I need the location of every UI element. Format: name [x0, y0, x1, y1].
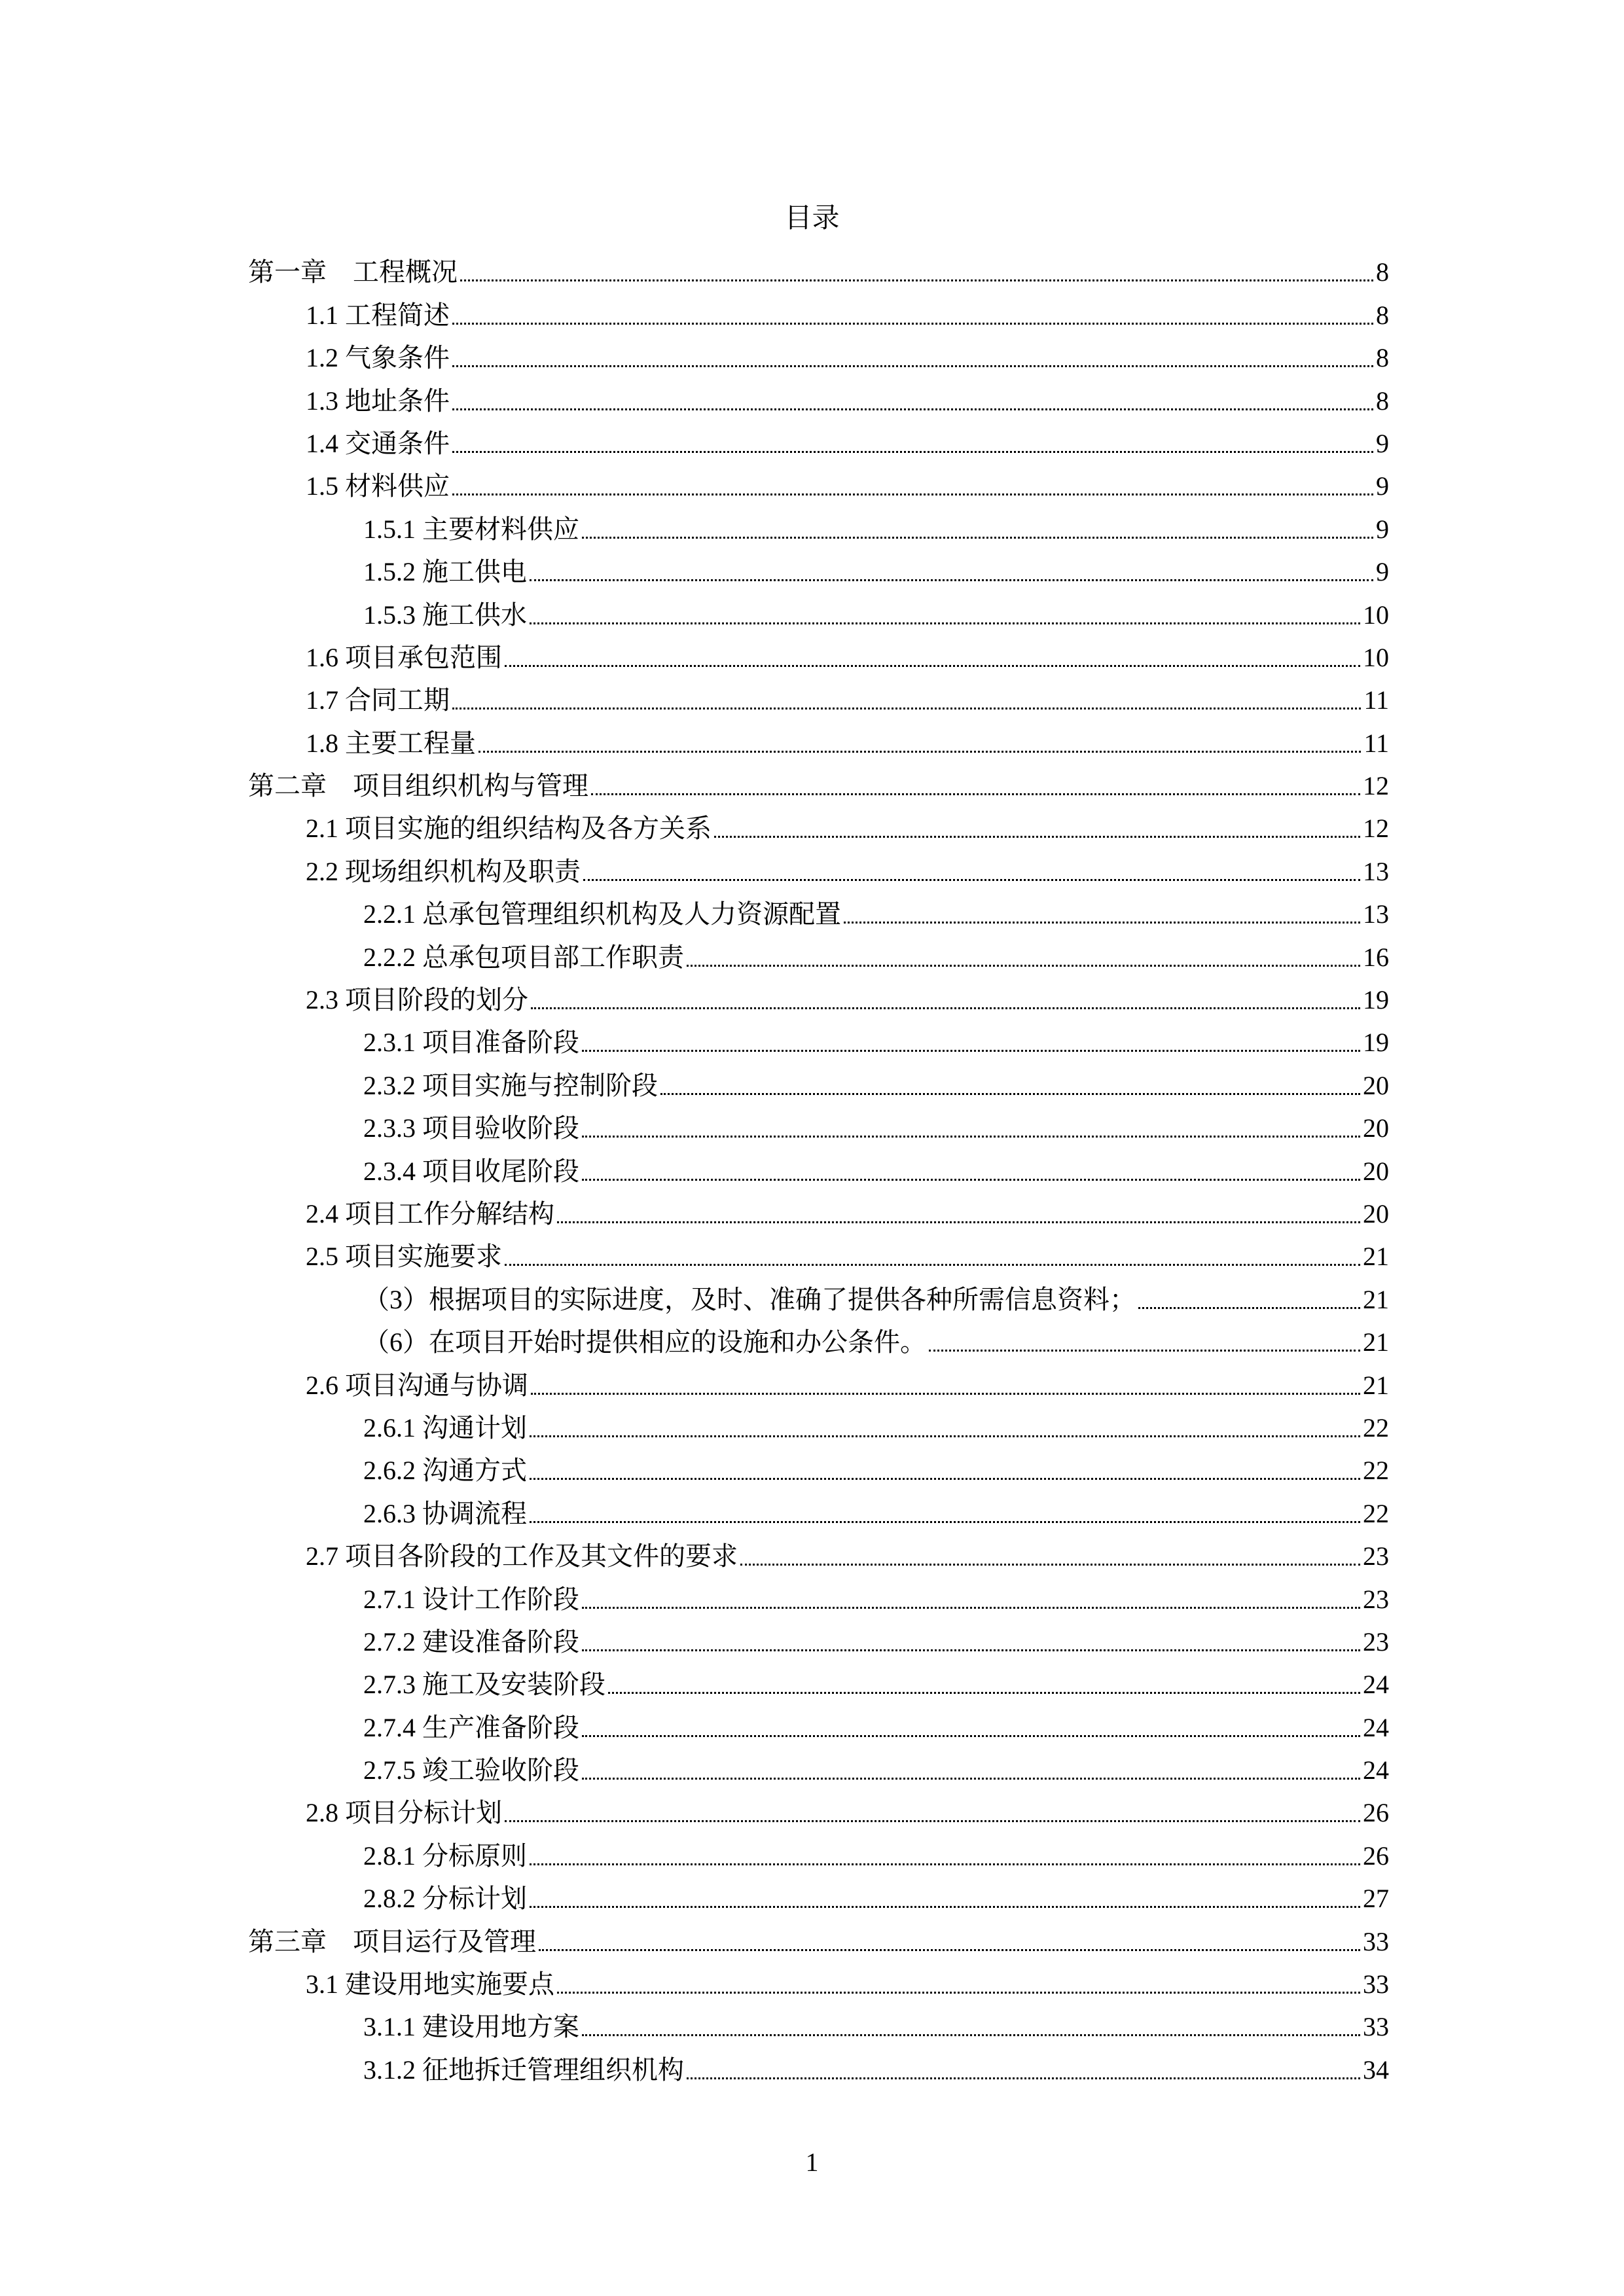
- toc-entry[interactable]: [248, 245, 1389, 288]
- toc-entry-page: 12: [1363, 771, 1389, 801]
- dot-leader: [687, 2077, 1360, 2079]
- toc-entry[interactable]: [248, 1700, 1389, 1743]
- dot-leader: [583, 879, 1360, 881]
- toc-entry-page: 10: [1363, 600, 1389, 630]
- dot-leader: [505, 665, 1360, 667]
- toc-entry-label: 2.3.2 项目实施与控制阶段: [363, 1070, 658, 1100]
- toc-entry-label: 2.2.1 总承包管理组织机构及人力资源配置: [363, 899, 841, 929]
- toc-entry[interactable]: [248, 1530, 1389, 1572]
- dot-leader: [582, 537, 1373, 539]
- toc-entry-page: 23: [1363, 1584, 1389, 1614]
- dot-leader: [687, 965, 1360, 967]
- toc-entry-page: 20: [1363, 1070, 1389, 1100]
- dot-leader: [591, 793, 1360, 795]
- dot-leader: [557, 1992, 1360, 1994]
- dot-leader: [582, 1735, 1360, 1737]
- dot-leader: [505, 1264, 1360, 1266]
- toc-entry-page: 33: [1363, 2012, 1389, 2042]
- dot-leader: [530, 579, 1373, 581]
- toc-entry-label: （3）根据项目的实际进度，及时、准确了提供各种所需信息资料；: [363, 1284, 1136, 1314]
- toc-entry-label: 2.7.2 建设准备阶段: [363, 1626, 579, 1657]
- dot-leader: [557, 1221, 1360, 1223]
- toc-entry[interactable]: [248, 588, 1389, 630]
- toc-entry[interactable]: [248, 1615, 1389, 1658]
- toc-entry[interactable]: [248, 1872, 1389, 1914]
- toc-entry-label: （6）在项目开始时提供相应的设施和办公条件。: [363, 1327, 926, 1357]
- toc-entry-page: 21: [1363, 1284, 1389, 1314]
- toc-entry-label: 1.5.1 主要材料供应: [363, 514, 579, 544]
- page-number: 1: [805, 2147, 819, 2177]
- toc-entry-label: 2.2 现场组织机构及职责: [306, 856, 581, 886]
- dot-leader: [740, 1564, 1360, 1566]
- dot-leader: [844, 922, 1360, 924]
- dot-leader: [582, 1136, 1360, 1138]
- toc-entry[interactable]: [248, 1444, 1389, 1486]
- toc-entry-label: 1.3 地址条件: [306, 386, 450, 416]
- toc-entry[interactable]: [248, 1230, 1389, 1272]
- toc-entry-label: 第二章 项目组织机构与管理: [248, 771, 588, 801]
- toc-entry-label: 2.6.3 协调流程: [363, 1498, 527, 1528]
- toc-entry-page: 20: [1363, 1156, 1389, 1186]
- toc-entry-label: 2.8.1 分标原则: [363, 1840, 527, 1871]
- toc-entry[interactable]: [248, 1658, 1389, 1700]
- toc-entry-label: 1.2 气象条件: [306, 343, 450, 373]
- toc-entry-label: 3.1 建设用地实施要点: [306, 1969, 554, 2000]
- toc-entry-label: 2.6.1 沟通计划: [363, 1412, 527, 1443]
- toc-entry-page: 16: [1363, 942, 1389, 972]
- dot-leader: [660, 1093, 1360, 1095]
- toc-entry-label: 2.7.1 设计工作阶段: [363, 1584, 579, 1614]
- toc-entry-page: 23: [1363, 1541, 1389, 1571]
- toc-entry-page: 33: [1363, 1969, 1389, 2000]
- toc-entry-page: 27: [1363, 1884, 1389, 1914]
- dot-leader: [460, 279, 1373, 281]
- dot-leader: [452, 708, 1361, 709]
- toc-entry[interactable]: [248, 888, 1389, 930]
- toc-entry[interactable]: [248, 1486, 1389, 1529]
- dot-leader: [530, 1521, 1360, 1523]
- toc-entry[interactable]: [248, 673, 1389, 716]
- dot-leader: [582, 1649, 1360, 1651]
- toc-entry-page: 24: [1363, 1670, 1389, 1700]
- toc-entry[interactable]: [248, 331, 1389, 374]
- toc-entry-page: 8: [1376, 386, 1389, 416]
- toc-entry[interactable]: [248, 1144, 1389, 1187]
- toc-entry-page: 13: [1363, 899, 1389, 929]
- toc-entry-label: 2.1 项目实施的组织结构及各方关系: [306, 814, 712, 844]
- toc-entry-label: 2.5 项目实施要求: [306, 1242, 502, 1272]
- toc-entry-label: 1.5.3 施工供水: [363, 600, 527, 630]
- toc-entry[interactable]: [248, 374, 1389, 416]
- toc-entry-label: 2.8 项目分标计划: [306, 1798, 502, 1828]
- toc-entry-label: 2.7 项目各阶段的工作及其文件的要求: [306, 1541, 738, 1571]
- toc-entry-page: 11: [1363, 685, 1389, 715]
- toc-entry-page: 11: [1363, 728, 1389, 758]
- toc-entry-label: 1.1 工程简述: [306, 300, 450, 330]
- toc-entry-label: 2.4 项目工作分解结构: [306, 1198, 554, 1229]
- toc-entry-label: 1.7 合同工期: [306, 685, 450, 715]
- toc-entry-page: 22: [1363, 1456, 1389, 1486]
- toc-entry[interactable]: [248, 417, 1389, 459]
- toc-entry[interactable]: [248, 288, 1389, 331]
- dot-leader: [452, 323, 1373, 325]
- toc-entry-label: 2.3.4 项目收尾阶段: [363, 1156, 579, 1186]
- toc-entry-page: 21: [1363, 1370, 1389, 1400]
- toc-title: 目录: [784, 204, 840, 234]
- toc-entry[interactable]: [248, 1358, 1389, 1401]
- toc-entry[interactable]: [248, 1316, 1389, 1358]
- toc-entry[interactable]: [248, 802, 1389, 844]
- dot-leader: [539, 1949, 1360, 1951]
- toc-entry-label: 2.7.5 竣工验收阶段: [363, 1755, 579, 1785]
- toc-entry[interactable]: [248, 1744, 1389, 1786]
- toc-entry-page: 24: [1363, 1712, 1389, 1742]
- dot-leader: [929, 1350, 1360, 1352]
- dot-leader: [452, 493, 1373, 495]
- toc-entry-page: 20: [1363, 1198, 1389, 1229]
- toc-entry-label: 1.6 项目承包范围: [306, 642, 502, 672]
- toc-entry-page: 22: [1363, 1498, 1389, 1528]
- toc-entry-page: 21: [1363, 1242, 1389, 1272]
- dot-leader: [582, 1607, 1360, 1609]
- toc-entry-page: 34: [1363, 2054, 1389, 2085]
- toc-entry-label: 1.5 材料供应: [306, 471, 450, 501]
- toc-entry[interactable]: [248, 759, 1389, 802]
- toc-entry[interactable]: [248, 1829, 1389, 1871]
- toc-entry-page: 19: [1363, 985, 1389, 1015]
- toc-entry-page: 19: [1363, 1028, 1389, 1058]
- toc-entry[interactable]: [248, 631, 1389, 673]
- toc-entry-page: 9: [1376, 557, 1389, 587]
- toc-entry-label: 1.4 交通条件: [306, 428, 450, 458]
- toc-entry-label: 2.3.3 项目验收阶段: [363, 1113, 579, 1143]
- dot-leader: [530, 1906, 1360, 1908]
- toc-entry-page: 26: [1363, 1798, 1389, 1828]
- dot-leader: [505, 1820, 1360, 1822]
- toc-entry-label: 第一章 工程概况: [248, 257, 458, 287]
- dot-leader: [531, 1007, 1360, 1009]
- toc-entry-label: 3.1.1 建设用地方案: [363, 2012, 579, 2042]
- toc-entry-page: 33: [1363, 1926, 1389, 1956]
- toc-entry[interactable]: [248, 930, 1389, 973]
- toc-entry-page: 8: [1376, 300, 1389, 330]
- dot-leader: [531, 1393, 1360, 1395]
- dot-leader: [582, 2034, 1360, 2036]
- dot-leader: [582, 1778, 1360, 1780]
- toc-entry-page: 26: [1363, 1840, 1389, 1871]
- toc-entry[interactable]: [248, 844, 1389, 887]
- toc-entry-page: 8: [1376, 257, 1389, 287]
- toc-entry[interactable]: [248, 1272, 1389, 1315]
- toc-entry-label: 1.8 主要工程量: [306, 728, 476, 758]
- toc-entry[interactable]: [248, 2043, 1389, 2085]
- toc-entry-page: 8: [1376, 343, 1389, 373]
- toc-entry-label: 2.7.3 施工及安装阶段: [363, 1670, 605, 1700]
- toc-entry-label: 2.3.1 项目准备阶段: [363, 1028, 579, 1058]
- toc-entry-page: 13: [1363, 856, 1389, 886]
- toc-entry-page: 12: [1363, 814, 1389, 844]
- toc-entry[interactable]: [248, 1102, 1389, 1144]
- toc-entry-label: 2.3 项目阶段的划分: [306, 985, 528, 1015]
- dot-leader: [714, 836, 1360, 838]
- dot-leader: [582, 1050, 1360, 1052]
- toc-entry-page: 23: [1363, 1626, 1389, 1657]
- dot-leader: [530, 1863, 1360, 1865]
- toc-entry[interactable]: [248, 459, 1389, 502]
- toc-entry-label: 第三章 项目运行及管理: [248, 1926, 536, 1956]
- toc-entry[interactable]: [248, 2000, 1389, 2043]
- toc-entry-page: 22: [1363, 1412, 1389, 1443]
- toc-entry-page: 9: [1376, 514, 1389, 544]
- dot-leader: [1138, 1307, 1360, 1309]
- toc-entry-label: 1.5.2 施工供电: [363, 557, 527, 587]
- toc-entry-label: 2.6.2 沟通方式: [363, 1456, 527, 1486]
- toc-entry[interactable]: [248, 716, 1389, 759]
- dot-leader: [530, 1435, 1360, 1437]
- table-of-contents: [248, 245, 1389, 2086]
- toc-entry[interactable]: [248, 1058, 1389, 1101]
- toc-entry[interactable]: [248, 1401, 1389, 1444]
- dot-leader: [530, 622, 1360, 624]
- toc-entry-page: 21: [1363, 1327, 1389, 1357]
- toc-entry[interactable]: [248, 1016, 1389, 1058]
- dot-leader: [530, 1478, 1360, 1480]
- toc-entry-label: 2.7.4 生产准备阶段: [363, 1712, 579, 1742]
- toc-entry-page: 9: [1376, 428, 1389, 458]
- dot-leader: [452, 451, 1373, 453]
- toc-entry-page: 24: [1363, 1755, 1389, 1785]
- toc-entry-label: 2.2.2 总承包项目部工作职责: [363, 942, 684, 972]
- toc-entry[interactable]: [248, 545, 1389, 588]
- toc-entry[interactable]: [248, 1914, 1389, 1957]
- dot-leader: [608, 1692, 1360, 1694]
- dot-leader: [452, 365, 1373, 367]
- toc-entry-label: 2.6 项目沟通与协调: [306, 1370, 528, 1400]
- toc-entry[interactable]: [248, 1786, 1389, 1829]
- toc-entry-label: 2.8.2 分标计划: [363, 1884, 527, 1914]
- dot-leader: [452, 408, 1373, 410]
- toc-entry[interactable]: [248, 1958, 1389, 2000]
- dot-leader: [582, 1179, 1360, 1181]
- toc-entry-page: 20: [1363, 1113, 1389, 1143]
- dot-leader: [478, 751, 1361, 753]
- toc-entry-label: 3.1.2 征地拆迁管理组织机构: [363, 2054, 684, 2085]
- toc-entry[interactable]: [248, 1572, 1389, 1615]
- toc-entry-page: 10: [1363, 642, 1389, 672]
- toc-entry[interactable]: [248, 1187, 1389, 1230]
- toc-entry[interactable]: [248, 502, 1389, 545]
- toc-entry-page: 9: [1376, 471, 1389, 501]
- toc-entry[interactable]: [248, 973, 1389, 1016]
